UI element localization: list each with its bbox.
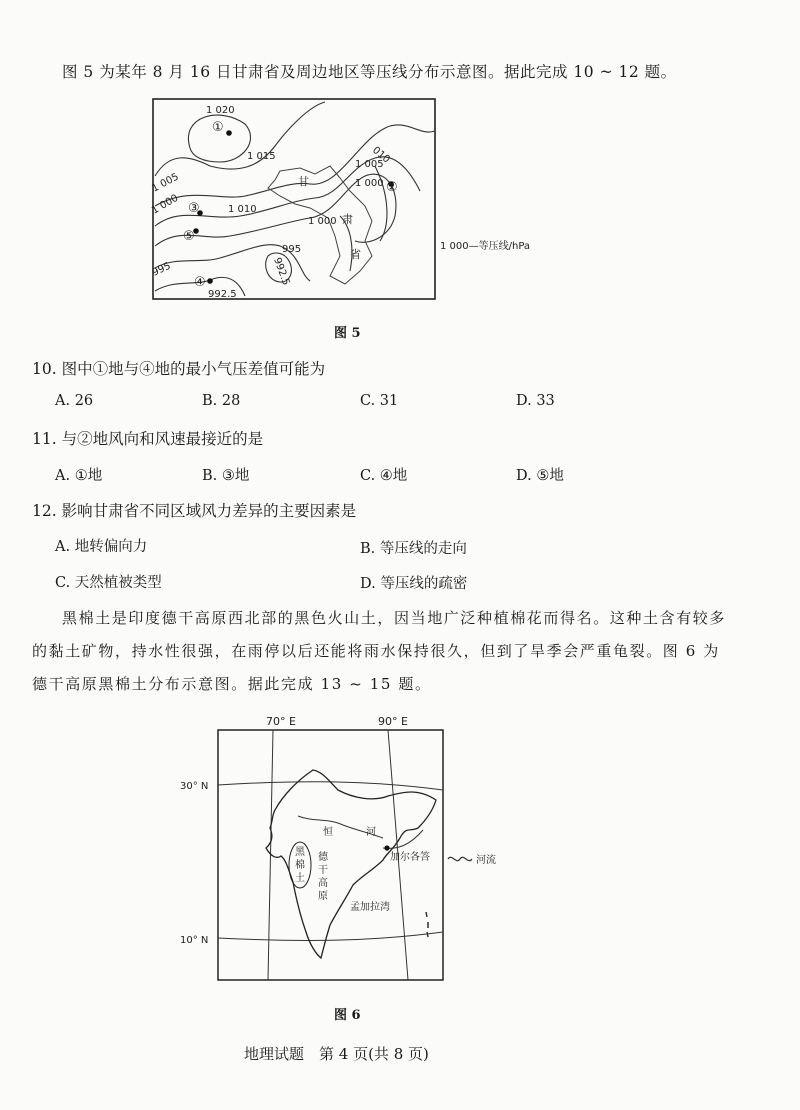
- point-1-dot: [226, 130, 232, 136]
- india-outline: [266, 770, 436, 958]
- label-black-1: 黑: [295, 847, 305, 858]
- kolkata-dot: [384, 845, 389, 850]
- question-10-option-d: D. 33: [516, 393, 555, 409]
- intro-text-fig6: 黑棉土是印度德干高原西北部的黑色火山土，因当地广泛种植棉花而得名。这种土含有较多的黏土矿物，持水性很强，在雨停以后还能将雨水保持很久，但到了旱季会严重龟裂。图 6 为德干高原黑棉土分布示意图。据此完成 13 ~ 15 题。: [32, 609, 727, 693]
- label-1010b: 010: [370, 144, 392, 166]
- question-12-option-a: A. 地转偏向力: [55, 539, 148, 555]
- figure-5-caption: 图 5: [334, 326, 361, 341]
- label-heng: 恒: [323, 827, 333, 838]
- label-he: 河: [366, 827, 376, 838]
- question-12-option-c: C. 天然植被类型: [55, 575, 162, 591]
- label-1000c: 1 000: [308, 216, 337, 227]
- point-4-dot: [207, 278, 213, 284]
- question-12-stem: 12. 影响甘肃省不同区域风力差异的主要因素是: [32, 502, 357, 520]
- label-1005a: 1 005: [355, 159, 384, 170]
- question-10-stem: 10. 图中①地与④地的最小气压差值可能为: [32, 360, 326, 378]
- lat-30-label: 30° N: [180, 781, 209, 792]
- label-1010a: 1 010: [228, 204, 257, 215]
- page-footer: 地理试题 第 4 页(共 8 页): [244, 1045, 429, 1063]
- question-10-option-c: C. 31: [360, 393, 399, 409]
- question-11-option-a: A. ①地: [55, 468, 103, 484]
- lat-10-label: 10° N: [180, 935, 209, 946]
- label-black-2: 棉: [295, 860, 305, 871]
- label-bay-of-bengal: 孟加拉湾: [350, 902, 390, 913]
- river-legend-icon: [448, 857, 472, 860]
- label-1000b: 1 000: [150, 192, 181, 217]
- parallel-10n: [218, 932, 443, 940]
- label-gan: 甘: [298, 175, 309, 188]
- label-su: 肃: [342, 213, 353, 226]
- lon-90-label: 90° E: [378, 715, 408, 728]
- label-sheng: 省: [350, 248, 361, 261]
- isobar-legend: 1 000—等压线/hPa: [440, 241, 531, 252]
- river-legend-label: 河流: [476, 855, 496, 866]
- india-map-figure: [178, 710, 538, 985]
- marker-5: ⑤: [183, 229, 195, 244]
- label-black-3: 土: [295, 873, 305, 884]
- map-frame: [150, 99, 435, 299]
- label-1005b: 1 005: [150, 171, 181, 195]
- question-10-option-b: B. 28: [202, 393, 241, 409]
- marker-3: ③: [188, 201, 200, 216]
- marker-1: ①: [212, 120, 224, 135]
- label-1020: 1 020: [206, 105, 235, 116]
- marker-2: ②: [386, 180, 398, 195]
- question-11-option-b: B. ③地: [202, 468, 250, 484]
- label-9925b: 992.5: [208, 289, 237, 300]
- label-dekkan-3: 高: [318, 878, 328, 889]
- isobar-1015: [155, 102, 325, 176]
- lon-70-label: 70° E: [266, 715, 296, 728]
- question-12-option-b: B. 等压线的走向: [360, 541, 467, 557]
- question-11-option-d: D. ⑤地: [516, 468, 564, 484]
- label-dekkan-2: 干: [318, 865, 328, 876]
- question-10-option-a: A. 26: [55, 393, 94, 409]
- label-1000a: 1 000: [355, 178, 384, 189]
- question-12-option-d: D. 等压线的疏密: [360, 576, 468, 592]
- label-dekkan-1: 德: [318, 852, 328, 863]
- label-1015: 1 015: [247, 151, 276, 162]
- label-kolkata: 加尔各答: [390, 852, 430, 863]
- isobar-map-figure: [150, 96, 540, 306]
- islands-mark: [426, 912, 428, 937]
- marker-4: ④: [194, 275, 206, 290]
- label-995b: 995: [150, 260, 173, 279]
- label-dekkan-4: 原: [318, 891, 328, 902]
- label-9925a: 992.5: [271, 256, 292, 287]
- question-11-option-c: C. ④地: [360, 468, 408, 484]
- intro-text-fig5: 图 5 为某年 8 月 16 日甘肃省及周边地区等压线分布示意图。据此完成 10 ~ 12 题。: [62, 63, 677, 81]
- question-11-stem: 11. 与②地风向和风速最接近的是: [32, 430, 264, 448]
- label-995a: 995: [282, 244, 302, 255]
- figure-6-caption: 图 6: [334, 1008, 361, 1023]
